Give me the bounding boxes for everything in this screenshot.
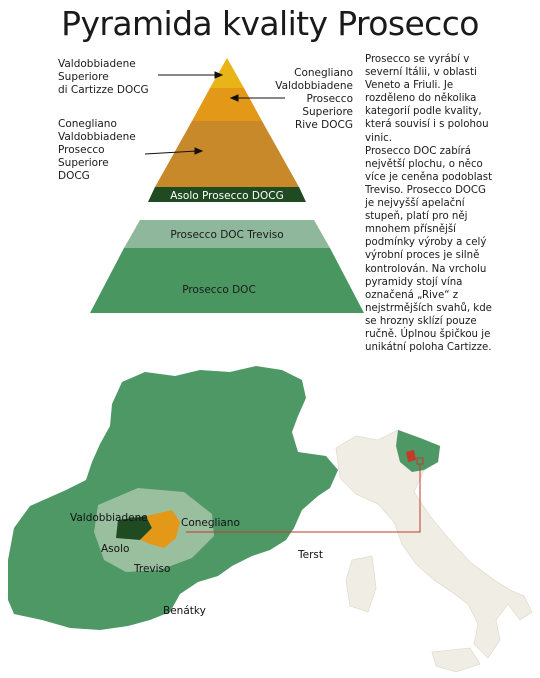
pyramid-doc — [90, 248, 364, 313]
doc-band-label: Prosecco DOC — [182, 284, 256, 296]
page-title: Pyramida kvality Prosecco — [61, 4, 479, 43]
label-treviso: Treviso — [134, 563, 171, 575]
label-asolo: Asolo — [101, 543, 130, 555]
label-rive: Conegliano Valdobbiadene Prosecco Superiore Rive DOCG — [275, 67, 353, 131]
label-conegliano: Conegliano — [181, 517, 240, 529]
asolo-band-label: Asolo Prosecco DOCG — [170, 190, 284, 202]
sardinia-shape — [346, 556, 376, 612]
doc-treviso-band-label: Prosecco DOC Treviso — [170, 229, 284, 241]
label-superiore: Conegliano Valdobbiadene Prosecco Superiore DOCG — [58, 118, 136, 182]
sicily-shape — [432, 648, 480, 672]
label-benatky: Benátky — [163, 605, 206, 617]
label-terst: Terst — [298, 549, 323, 561]
description-paragraph-1: Prosecco se vyrábí v severní Itálii, v oblasti Veneto a Friuli. Je rozděleno do několika kategorií podle kvality, která souvisí i s polohou vinic. — [365, 54, 489, 144]
description-text — [365, 53, 493, 354]
label-valdobbiadene: Valdobbiadene — [70, 512, 148, 524]
label-cartizze: Valdobbiadene Superiore di Cartizze DOCG — [58, 58, 149, 96]
description-paragraph-2: Prosecco DOC zabírá největší plochu, o něco více je ceněna podoblast Treviso. Prosecco DOCG je nejvyšší apelační stupeň, platí pro něj mnohem přísnější podmínky výroby a celý výrobní proces je silně kontrolován. Na vrcholu pyramidy stojí vína označená „Rive“ z nejstrmějších svahů, kde se hrozny sklízí pouze ručně. Úplnou špičkou je unikátní poloha Cartizze. — [365, 145, 493, 354]
